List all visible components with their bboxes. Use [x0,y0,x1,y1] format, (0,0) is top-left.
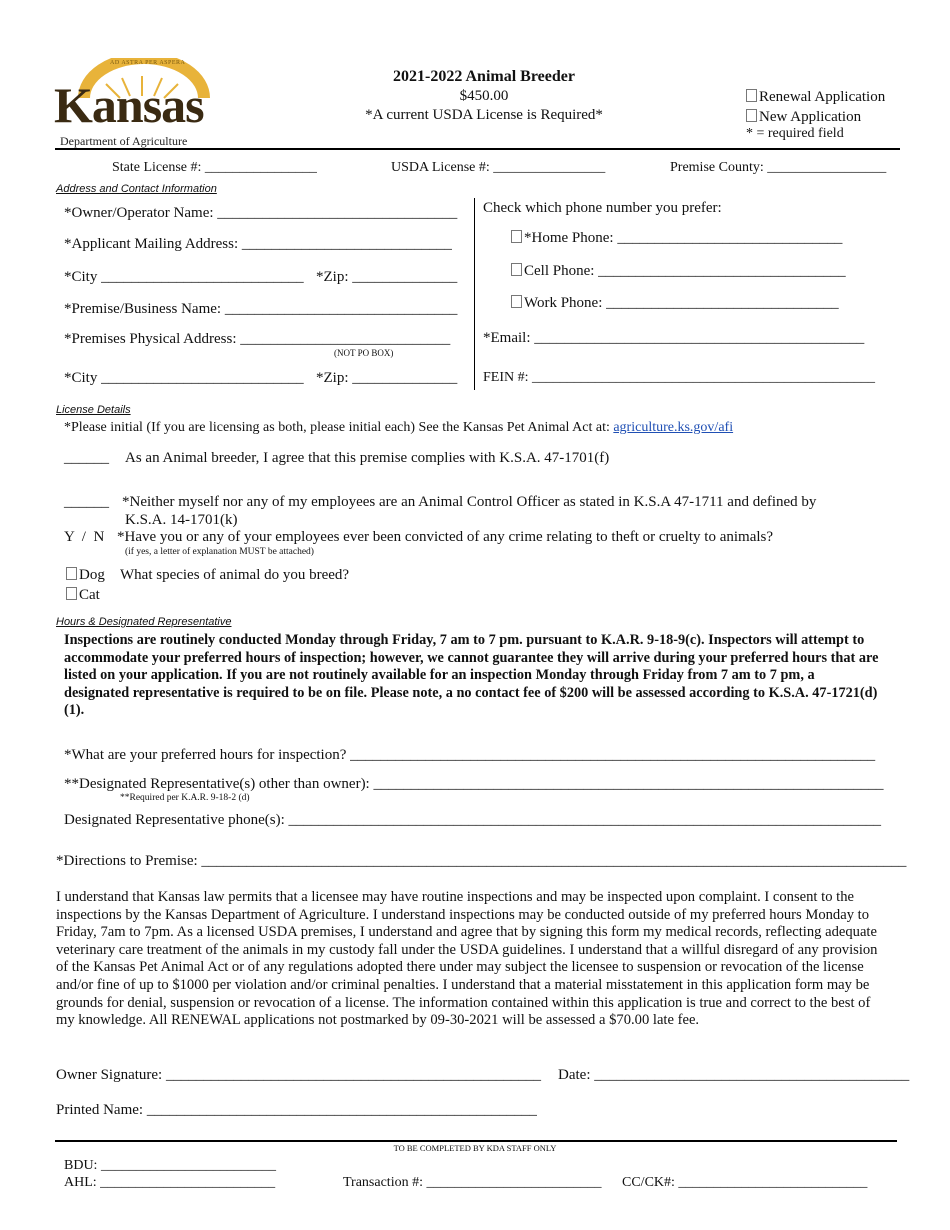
physical-address-field[interactable]: *Premises Physical Address: ____________________________ [64,331,451,347]
hours-heading: Hours & Designated Representative [56,616,232,628]
breeder-compliance-statement: As an Animal breeder, I agree that this premise complies with K.S.A. 47-1701(f) [125,450,610,466]
city-field[interactable]: *City ___________________________ [64,269,304,285]
staff-divider [55,1140,897,1142]
printed-name-field[interactable]: Printed Name: ____________________________________________________ [56,1102,537,1118]
control-officer-statement: *Neither myself nor any of my employees are an Animal Control Officer as stated in K.S.A 47-1711 and defined by [122,494,817,510]
cc-ck-field[interactable]: CC/CK#: ___________________________ [622,1175,868,1190]
species-question: What species of animal do you breed? [120,567,350,583]
phone-prompt: Check which phone number you prefer: [483,200,722,216]
usda-license-field[interactable]: USDA License #: ________________ [391,160,606,175]
designated-rep-note: **Required per K.A.R. 9-18-2 (d) [120,793,250,803]
home-phone-option[interactable]: *Home Phone: ______________________________ [511,230,842,247]
logo-motto: AD ASTRA PER ASPERA [110,60,186,66]
yes-no-choice[interactable]: Y / N [64,529,105,545]
usda-note: *A current USDA License is Required* [365,107,603,123]
dog-option[interactable]: Dog [66,567,105,584]
staff-heading: TO BE COMPLETED BY KDA STAFF ONLY [393,1143,557,1153]
rep-phone-field[interactable]: Designated Representative phone(s): _______________________________________________________________________________ [64,812,882,828]
preferred-hours-field[interactable]: *What are your preferred hours for inspection? ______________________________________________________________________ [64,747,876,763]
required-field-note: * = required field [746,126,844,141]
pet-animal-act-link[interactable]: agriculture.ks.gov/afi [613,420,734,435]
cat-checkbox[interactable] [66,587,77,600]
dog-checkbox[interactable] [66,567,77,580]
license-details-heading: License Details [56,404,131,416]
cat-option[interactable]: Cat [66,587,100,604]
state-license-field[interactable]: State License #: ________________ [112,160,317,175]
owner-signature-field[interactable]: Owner Signature: __________________________________________________ [56,1067,541,1083]
cell-phone-checkbox[interactable] [511,263,522,276]
directions-field[interactable]: *Directions to Premise: ______________________________________________________________________________________________ [56,853,907,869]
zip-field[interactable]: *Zip: ______________ [316,269,458,285]
control-officer-statement-cont: K.S.A. 14-1701(k) [125,512,238,528]
address-heading: Address and Contact Information [56,183,217,195]
work-phone-checkbox[interactable] [511,295,522,308]
inspection-notice: Inspections are routinely conducted Monday through Friday, 7 am to 7 pm. pursuant to K.A.R. 9-18-9(c). Inspectors will attempt to accommodate your preferred hours of inspection; however, we cannot guarantee they will arrive during your preferred hours that are listed on your application. If you are not routinely available for an inspection Monday through Friday from 7 am to 7 pm, a designated representative is required to be on file. Please note, a no contact fee of $200 will be assessed according to K.S.A. 47-1721(d)(1). [64,632,879,719]
new-application-checkbox[interactable] [746,109,757,122]
fein-field[interactable]: FEIN #: _________________________________________________ [483,370,875,385]
logo-subtitle: Department of Agriculture [60,134,188,148]
not-po-box-note: (NOT PO BOX) [334,348,394,358]
ahl-field[interactable]: AHL: _________________________ [64,1175,276,1190]
logo-wordmark: Kansas [54,77,204,133]
home-phone-checkbox[interactable] [511,230,522,243]
renewal-checkbox[interactable] [746,89,757,102]
initial-blank-1[interactable]: ______ [64,450,109,466]
owner-name-field[interactable]: *Owner/Operator Name: ________________________________ [64,205,458,221]
designated-rep-field[interactable]: **Designated Representative(s) other than owner): ____________________________________________________________________ [64,776,884,792]
initial-blank-2[interactable]: ______ [64,494,109,510]
premise-zip-field[interactable]: *Zip: ______________ [316,370,458,386]
transaction-field[interactable]: Transaction #: _________________________ [343,1175,602,1190]
work-phone-option[interactable]: Work Phone: _______________________________ [511,295,839,312]
cell-phone-option[interactable]: Cell Phone: _________________________________ [511,263,846,280]
column-divider [474,198,475,390]
new-application-option[interactable]: New Application [746,109,861,126]
email-field[interactable]: *Email: ____________________________________________ [483,330,865,346]
renewal-option[interactable]: Renewal Application [746,89,885,106]
date-field[interactable]: Date: __________________________________________ [558,1067,910,1083]
form-fee: $450.00 [459,88,509,104]
header-divider [55,148,900,150]
form-title: 2021-2022 Animal Breeder [393,68,575,85]
conviction-question: *Have you or any of your employees ever been convicted of any crime relating to theft or cruelty to animals? [117,529,774,545]
premise-name-field[interactable]: *Premise/Business Name: _______________________________ [64,301,458,317]
conviction-note: (if yes, a letter of explanation MUST be attached) [125,547,314,557]
mailing-address-field[interactable]: *Applicant Mailing Address: ____________________________ [64,236,452,252]
bdu-field[interactable]: BDU: _________________________ [64,1158,276,1173]
premise-county-field[interactable]: Premise County: _________________ [670,160,887,175]
consent-statement: I understand that Kansas law permits that a licensee may have routine inspections and may be inspected upon complaint. I consent to the inspections by the Kansas Department of Agriculture. I understand inspections may be conducted outside of my preferred hours Monday to Friday, 7am to 7pm. As a licensed USDA premises, I understand and agree that by signing this form my medical records, reflecting adequate veterinary care treatment of the animals in my custody fall under the USDA guidelines. I understand that a willful disregard of any provision of the Kansas Pet Animal Act or of any regulations adopted there under may subject the licensee to suspension or revocation of the license and/or fine of up to $1000 per violation and/or criminal penalties. I understand that a material misstatement in this application form may be grounds for denial, suspension or revocation of a license. The information contained within this application is true and correct to the best of my knowledge. All RENEWAL applications not postmarked by 09-30-2021 will be assessed a $70.00 late fee. [56,889,878,1029]
initial-note: *Please initial (If you are licensing as both, please initial each) See the Kansas Pet Animal Act at: agriculture.ks.gov/afi [64,420,734,435]
premise-city-field[interactable]: *City ___________________________ [64,370,304,386]
